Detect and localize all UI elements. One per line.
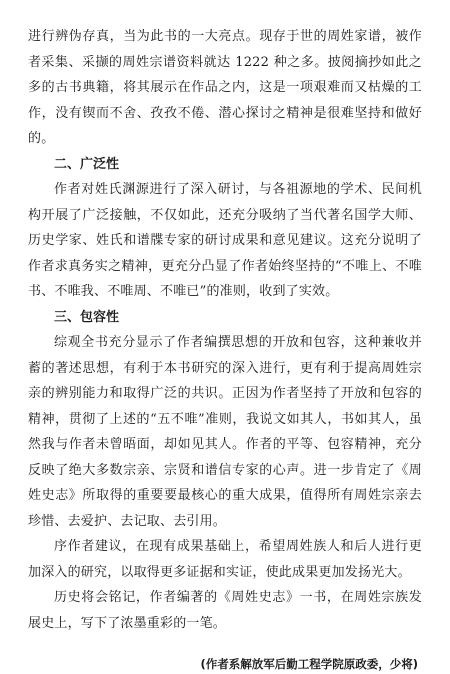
paragraph-breadth: 作者对姓氏渊源进行了深入研讨，与各祖源地的学术、民间机构开展了广泛接触，不仅如此，还充分吸纳了当代著名国学大师、历史学家、姓氏和谱牒专家的研讨成果和意见建议。这充分说明了作者求真务实之精神，更充分凸显了作者始终坚持的“不唯上、不唯书、不唯我、不唯周、不唯已”的准则，收到了实效。 xyxy=(28,182,422,299)
paragraph-conclusion: 历史将会铭记，作者编著的《周姓史志》一书，在周姓宗族发展史上，写下了浓墨重彩的一笔。 xyxy=(28,590,422,631)
section-heading-breadth: 二、广泛性 xyxy=(54,156,120,172)
paragraph-authenticity-end: 进行辨伪存真，当为此书的一大亮点。现存于世的周姓家谱，被作者采集、采撷的周姓宗谱资料就达 1222 种之多。披阅摘抄如此之多的古书典籍，将其展示在作品之内，这是一项艰难而又枯燥的工作，没有锲而不舍、孜孜不倦、潜心探讨之精神是很难坚持和做好的。 xyxy=(28,29,422,146)
paragraph-suggestion: 序作者建议，在现有成果基础上，希望周姓族人和后人进行更加深入的研究，以取得更多证据和实证，使此成果更加发扬光大。 xyxy=(28,539,422,580)
author-signature: (作者系解放军后勤工程学院原政委，少将) xyxy=(200,657,418,671)
section-heading-inclusiveness: 三、包容性 xyxy=(54,309,120,325)
paragraph-inclusiveness: 综观全书充分显示了作者编撰思想的开放和包容，这种兼收并蓄的著述思想，有利于本书研究的深入进行，更有利于提高周姓宗亲的辨别能力和取得广泛的共识。正因为作者坚持了开放和包容的精神，贯彻了上述的“五不唯”准则，我说文如其人，书如其人，虽然我与作者未曾晤面，却如见其人。作者的平等、包容精神，充分反映了绝大多数宗亲、宗贤和谱信专家的心声。进一步肯定了《周姓史志》所取得的重要要最核心的重大成果，值得所有周姓宗亲去珍惜、去爱护、去记取、去引用。 xyxy=(28,335,422,529)
